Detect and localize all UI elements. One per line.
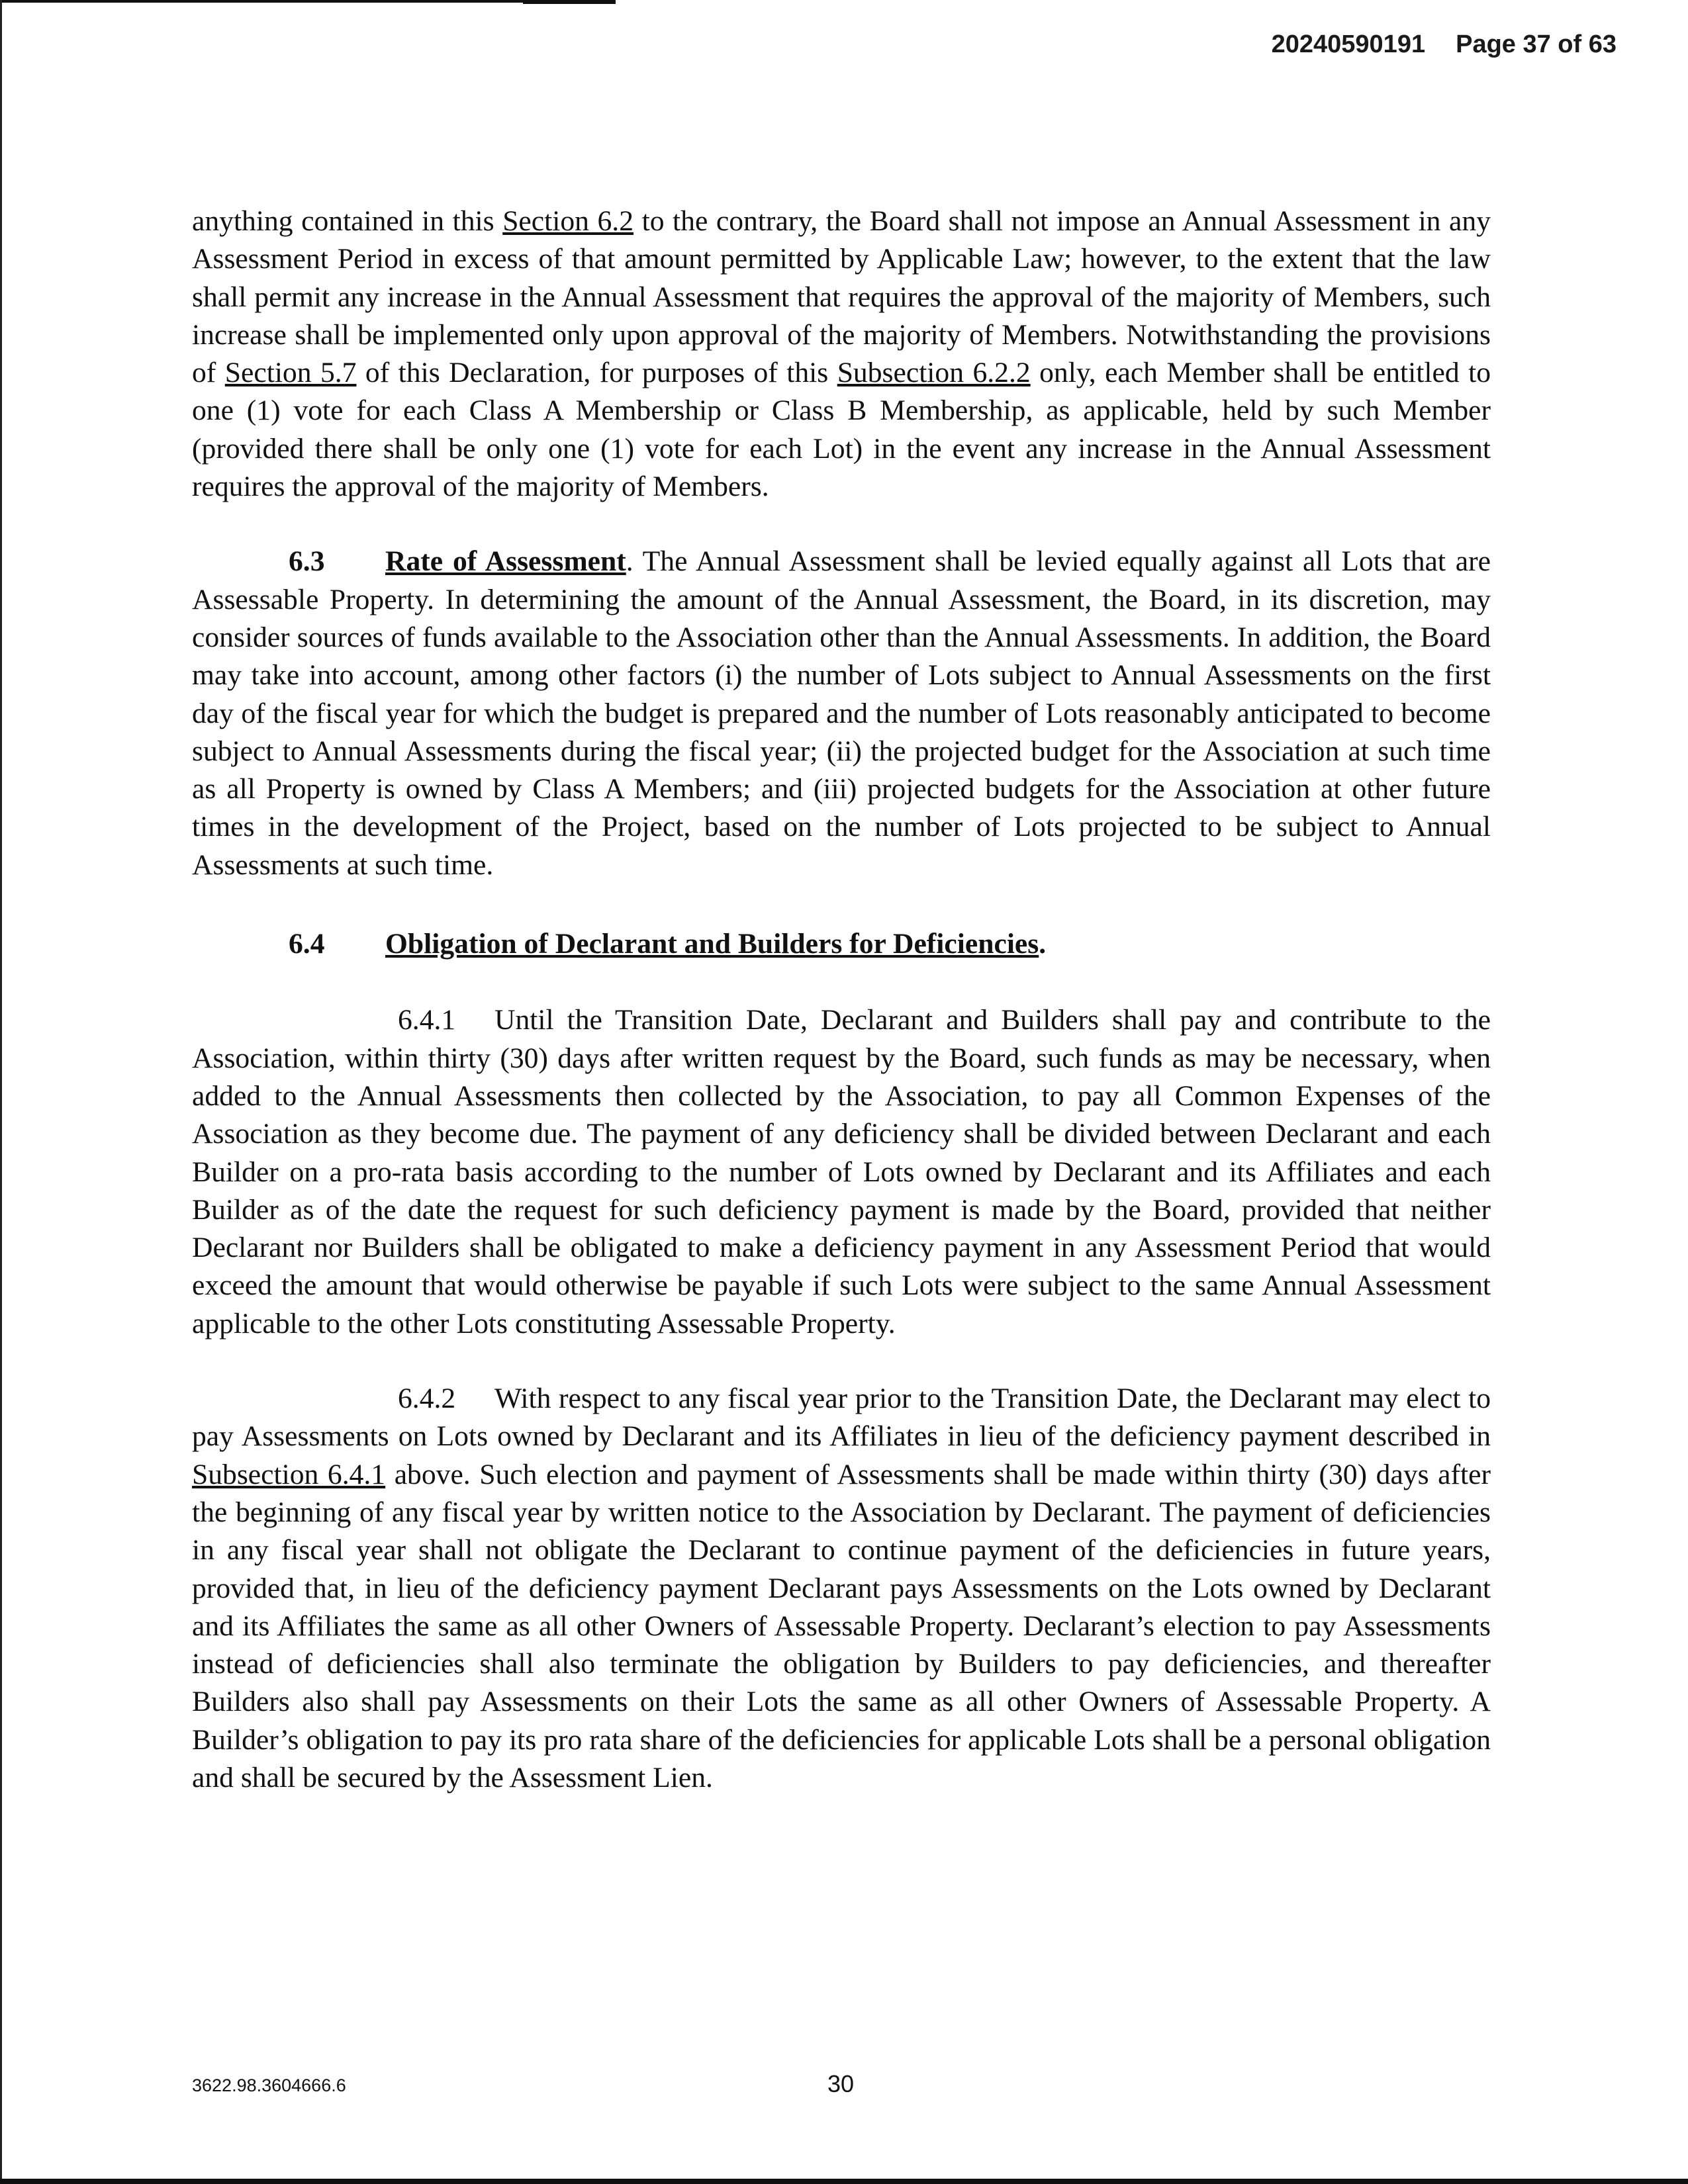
subsection-reference: Subsection 6.4.1 [192, 1458, 386, 1490]
subsection-6-4-2: 6.4.2 With respect to any fiscal year prior to the Transition Date, the Declarant may elect to pay Assessments on Lots owned by Declarant and its Affiliates in lieu of the deficiency payment described in Subsection 6.4.1 above. Such election and payment of Assessments shall be made within thirty (30) days after the beginning of any fiscal year by written notice to the Association by Declarant. The payment of deficiencies in any fiscal year shall not obligate the Declarant to continue payment of the deficiencies in future years, provided that, in lieu of the deficiency payment Declarant pays Assessments on the Lots owned by Declarant and its Affiliates the same as all other Owners of Assessable Property. Declarant’s election to pay Assessments instead of deficiencies shall also terminate the obligation by Builders to pay deficiencies, and thereafter Builders also shall pay Assessments on their Lots the same as all other Owners of Assessable Property. A Builder’s obligation to pay its pro rata share of the deficiencies for applicable Lots shall be a personal obligation and shall be secured by the Assessment Lien. [192, 1380, 1491, 1797]
document-body [192, 203, 1491, 1797]
scan-edge-bottom [0, 2179, 1688, 2184]
scan-edge-left [0, 0, 2, 2184]
subsection-reference: Subsection 6.2.2 [837, 357, 1031, 389]
paragraph-6-2-continued: anything contained in this Section 6.2 to the contrary, the Board shall not impose an Annual Assessment in any Assessment Period in excess of that amount permitted by Applicable Law; however, to the extent that the law shall permit any increase in the Annual Assessment that requires the approval of the majority of Members, such increase shall be implemented only upon approval of the majority of Members. Notwithstanding the provisions of Section 5.7 of this Declaration, for purposes of this Subsection 6.2.2 only, each Member shall be entitled to one (1) vote for each Class A Membership or Class B Membership, as applicable, held by such Member (provided there shall be only one (1) vote for each Lot) in the event any increase in the Annual Assessment requires the approval of the majority of Members. [192, 205, 1491, 503]
footer-page-number: 30 [827, 2070, 855, 2097]
footer-document-id: 3622.98.3604666.6 [192, 2075, 346, 2095]
recording-stamp [1272, 30, 1617, 59]
section-reference: Section 5.7 [224, 357, 357, 389]
section-reference: Section 6.2 [502, 205, 634, 237]
document-number: 20240590191 [1271, 30, 1426, 58]
subsection-text: Until the Transition Date, Declarant and Builders shall pay and contribute to the Association, within thirty (30) days after written request by the Board, such funds as may be necessary, when added to the Annual Assessments then collected by the Association, to pay all Common Expenses of the Association as they become due. The payment of any deficiency shall be divided between Declarant and each Builder on a pro-rata basis according to the number of Lots owned by Declarant and its Affiliates and each Builder as of the date the request for such deficiency payment is made by the Board, provided that neither Declarant nor Builders shall be obligated to make a deficiency payment in any Assessment Period that would exceed the amount that would otherwise be payable if such Lots were subject to the same Annual Assessment applicable to the other Lots constituting Assessable Property. [192, 1004, 1491, 1340]
section-number: 6.3 [289, 545, 325, 578]
subsection-6-4-1 [192, 1001, 1491, 1343]
page-label: Page 37 of 63 [1456, 30, 1617, 58]
subsection-number: 6.4.2 [398, 1383, 456, 1415]
scan-edge-top-mark [523, 0, 616, 4]
subsection-number: 6.4.1 [398, 1004, 456, 1036]
section-title: Rate of Assessment [385, 545, 626, 578]
section-title: Obligation of Declarant and Builders for Deficiencies [385, 928, 1039, 960]
section-number: 6.4 [289, 928, 325, 960]
section-6-4-heading: 6.4 Obligation of Declarant and Builders for Deficiencies. [192, 925, 1491, 963]
section-6-3 [192, 543, 1491, 884]
section-text: . The Annual Assessment shall be levied equally against all Lots that are Assessable Property. In determining the amount of the Annual Assessment, the Board, in its discretion, may consider sources of funds available to the Association other than the Annual Assessments. In addition, the Board may take into account, among other factors (i) the number of Lots subject to Annual Assessments on the first day of the fiscal year for which the budget is prepared and the number of Lots reasonably anticipated to become subject to Annual Assessments during the fiscal year; (ii) the projected budget for the Association at such time as all Property is owned by Class A Members; and (iii) projected budgets for the Association at other future times in the development of the Project, based on the number of Lots projected to be subject to Annual Assessments at such time. [192, 545, 1491, 881]
